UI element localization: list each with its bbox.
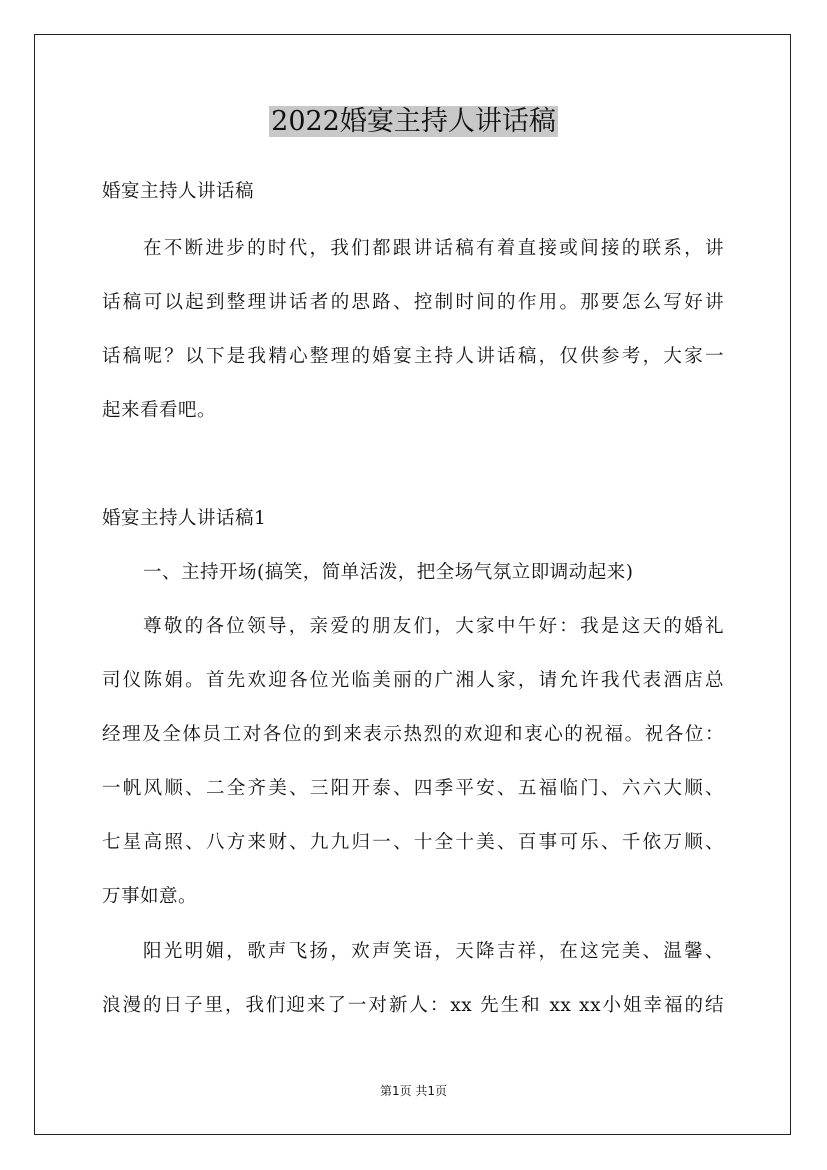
page-footer: 第1页 共1页 [379,1084,448,1098]
paragraph-line: 尊敬的各位领导，亲爱的朋友们，大家中午好：我是这天的婚礼 [143,616,724,637]
paragraph-line: 话稿呢？以下是我精心整理的婚宴主持人讲话稿，仅供参考，大家一 [102,346,724,367]
paragraph-line: 在不断进步的时代，我们都跟讲话稿有着直接或间接的联系，讲 [143,238,724,259]
paragraph-line: 一帆风顺、二全齐美、三阳开泰、四季平安、五福临门、六六大顺、 [102,778,724,799]
paragraph-line: 浪漫的日子里，我们迎来了一对新人：xx 先生和 xx xx小姐幸福的结 [102,995,724,1016]
paragraph-line: 七星高照、八方来财、九九归一、十全十美、百事可乐、千依万顺、 [102,832,724,853]
paragraph-line: 万事如意。 [102,886,198,907]
section-heading: 婚宴主持人讲话稿1 [102,508,267,529]
paragraph-line: 经理及全体员工对各位的到来表示热烈的欢迎和衷心的祝福。祝各位： [102,724,724,745]
document-title-text: 2022婚宴主持人讲话稿 [271,106,556,137]
paragraph-line: 话稿可以起到整理讲话者的思路、控制时间的作用。那要怎么写好讲 [102,292,724,313]
document-title [0,104,827,140]
paragraph-line: 一、主持开场(搞笑，简单活泼，把全场气氛立即调动起来) [143,562,634,583]
paragraph-line: 阳光明媚，歌声飞扬，欢声笑语，天降吉祥，在这完美、温馨、 [143,941,724,962]
heading-line: 婚宴主持人讲话稿 [102,181,255,202]
paragraph-line: 司仪陈娟。首先欢迎各位光临美丽的广湘人家，请允许我代表酒店总 [102,670,724,691]
paragraph-line: 起来看看吧。 [102,400,217,421]
